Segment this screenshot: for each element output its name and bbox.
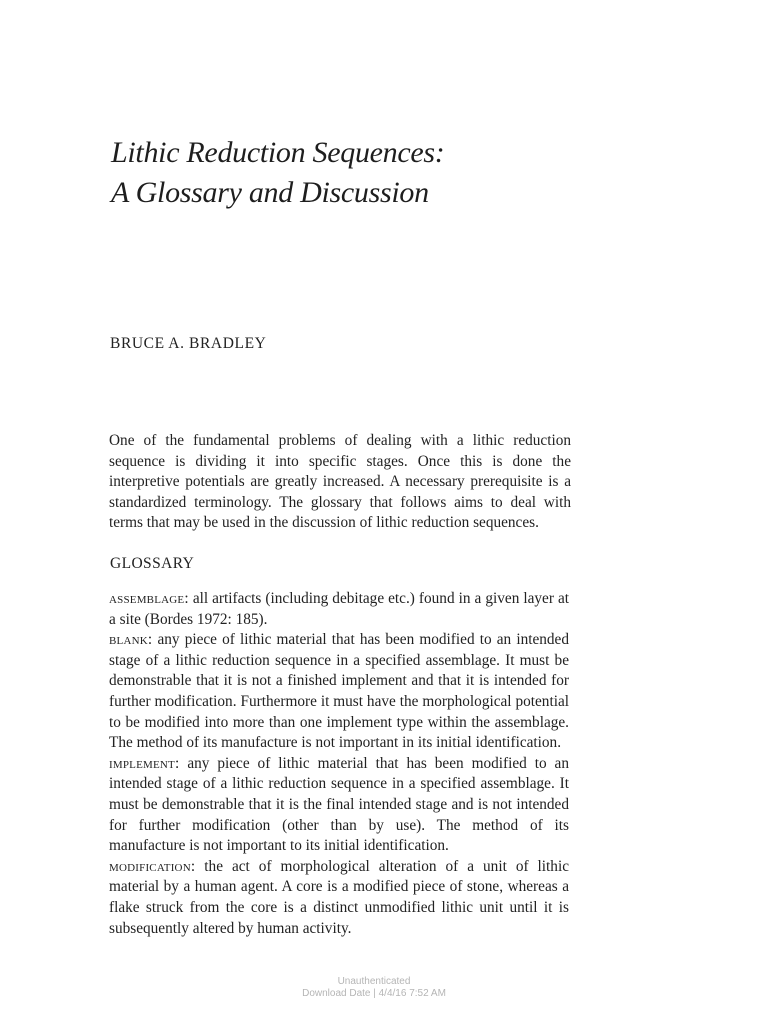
glossary-definition: the act of morphological alteration of a unit of lithic material by a human agent. A core is a modified piece of stone, whereas a flake struck from the core is a distinct unmodified lithic unit until it is subsequently altered by human activity. bbox=[109, 857, 569, 937]
watermark-line-2: Download Date | 4/4/16 7:52 AM bbox=[302, 988, 446, 999]
glossary-definition: any piece of lithic material that has been modified to an intended stage of a lithic reduction sequence in a specified assemblage. It must be demonstrable that it is not a finished implement and that it is intended for further modification. Furthermore it must have the morphological potential to be modified into more than one implement type within the assemblage. The method of its manufacture is not important in its initial identification. bbox=[109, 631, 569, 752]
glossary-list bbox=[109, 589, 569, 939]
article-title bbox=[111, 133, 444, 213]
author-name: BRUCE A. BRADLEY bbox=[110, 335, 267, 352]
section-heading-glossary: GLOSSARY bbox=[110, 555, 195, 572]
watermark-line-1: Unauthenticated bbox=[337, 976, 411, 987]
article-title-line-2: A Glossary and Discussion bbox=[111, 176, 429, 209]
glossary-entry-blank bbox=[109, 630, 569, 754]
glossary-definition: all artifacts (including debitage etc.) found in a given layer at a site (Bordes 1972: 185). bbox=[109, 590, 569, 628]
glossary-entry-assemblage bbox=[109, 589, 569, 630]
glossary-entry-implement bbox=[109, 754, 569, 857]
glossary-definition: any piece of lithic material that has been modified to an intended stage of a lithic reduction sequence in a specified assemblage. It must be demonstrable that it is the final intended stage and is not intended for further modification (other than by use). The method of its manufacture is not important to its initial identification. bbox=[109, 754, 569, 855]
glossary-term: implement: bbox=[109, 754, 180, 772]
article-title-line-1: Lithic Reduction Sequences: bbox=[111, 136, 445, 169]
download-watermark bbox=[0, 976, 748, 1000]
glossary-term: blank: bbox=[109, 631, 153, 649]
glossary-term: assemblage: bbox=[109, 590, 189, 607]
glossary-term: modification: bbox=[109, 857, 196, 875]
intro-paragraph: One of the fundamental problems of dealing with a lithic reduction sequence is dividing it into specific stages. Once this is done the interpretive potentials are greatly increased. A necessary prerequisite is a standardized terminology. The glossary that follows aims to deal with terms that may be used in the discussion of lithic reduction sequences. bbox=[109, 432, 571, 532]
glossary-entry-modification bbox=[109, 857, 569, 939]
